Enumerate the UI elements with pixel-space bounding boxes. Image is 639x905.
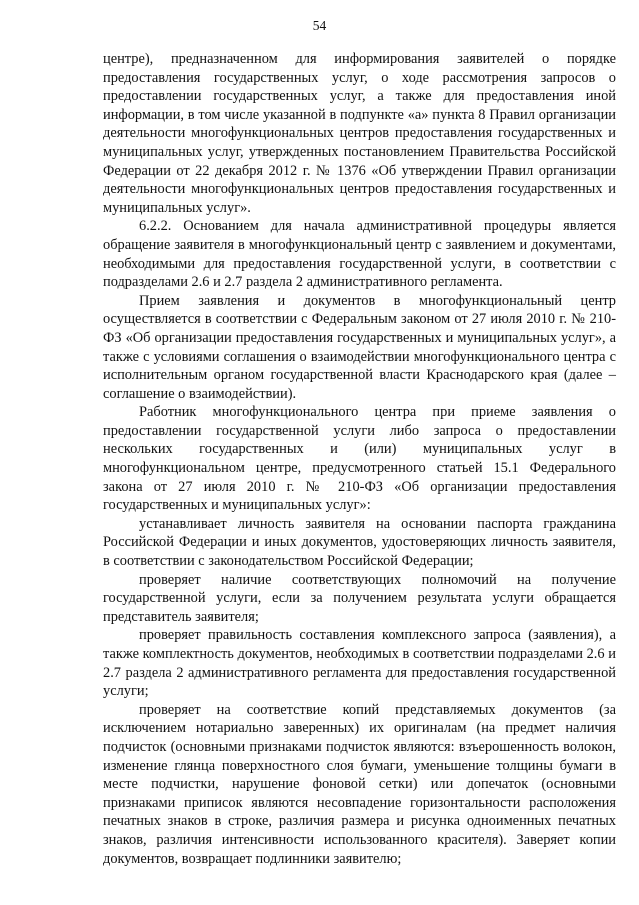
- paragraph-copies-check: проверяет на соответствие копий представляемых документов (за исключением нотариально заверенных) их оригиналам (на предмет наличия подчисток (основными признаками подчисток являются: взъерошенность волокон, изменение глянца поверхностного слоя бумаги, уменьшение толщины бумаги в месте подчистки, нарушение фоновой сетки) или допечаток (основными признаками приписок являются несовпадение горизонтальности расположения печатных знаков в строке, различия размера и рисунка одноименных печатных знаков, различия интенсивности использованного красителя). Заверяет копии документов, возвращает подлинники заявителю;: [103, 701, 616, 867]
- paragraph-authority-check: проверяет наличие соответствующих полномочий на получение государственной услуги, если за получением результата услуги обращается представитель заявителя;: [103, 571, 616, 625]
- paragraph-identity-check: устанавливает личность заявителя на основании паспорта гражданина Российской Федерации и иных документов, удостоверяющих личность заявителя, в соответствии с законодательством Российской Федерации;: [103, 515, 616, 570]
- paragraph-continuation: центре), предназначенном для информирования заявителей о порядке предоставления государственных услуг, о ходе рассмотрения запросов о предоставлении государственных услуг, а также для предоставления иной информации, в том числе указанной в подпункте «а» пункта 8 Правил организации деятельности многофункциональных центров предоставления государственных и муниципальных услуг, утвержденных постановлением Правительства Российской Федерации от 22 декабря 2012 г. № 1376 «Об утверждении Правил организации деятельности многофункциональных центров предоставления государственных и муниципальных услуг».: [103, 51, 616, 216]
- paragraph-6-2-2: 6.2.2. Основанием для начала административной процедуры является обращение заявителя в многофункциональный центр с заявлением и документами, необходимыми для предоставления государственной услуги, в соответствии с подразделами 2.6 и 2.7 раздела 2 административного регламента.: [103, 218, 616, 291]
- document-body: [103, 50, 616, 868]
- page-number: 54: [312, 18, 327, 33]
- paragraph-employee-duties: Работник многофункционального центра при приеме заявления о предоставлении государственной услуги либо запроса о предоставлении нескольких государственных и (или) муниципальных услуг в многофункциональном центре, предусмотренного статьей 15.1 Федерального закона от 27 июля 2010 г. № 210-ФЗ «Об организации предоставления государственных и муниципальных услуг»:: [103, 404, 616, 514]
- paragraph-request-check: проверяет правильность составления комплексного запроса (заявления), а также комплектность документов, необходимых в соответствии подразделами 2.6 и 2.7 раздела 2 административного регламента для предоставления государственной услуги;: [103, 627, 616, 700]
- paragraph-reception: Прием заявления и документов в многофункциональный центр осуществляется в соответствии с Федеральным законом от 27 июля 2010 г. № 210-ФЗ «Об организации предоставления государственных и муниципальных услуг», а также с условиями соглашения о взаимодействии многофункционального центра с исполнительным органом государственной власти Краснодарского края (далее – соглашение о взаимодействии).: [103, 292, 616, 402]
